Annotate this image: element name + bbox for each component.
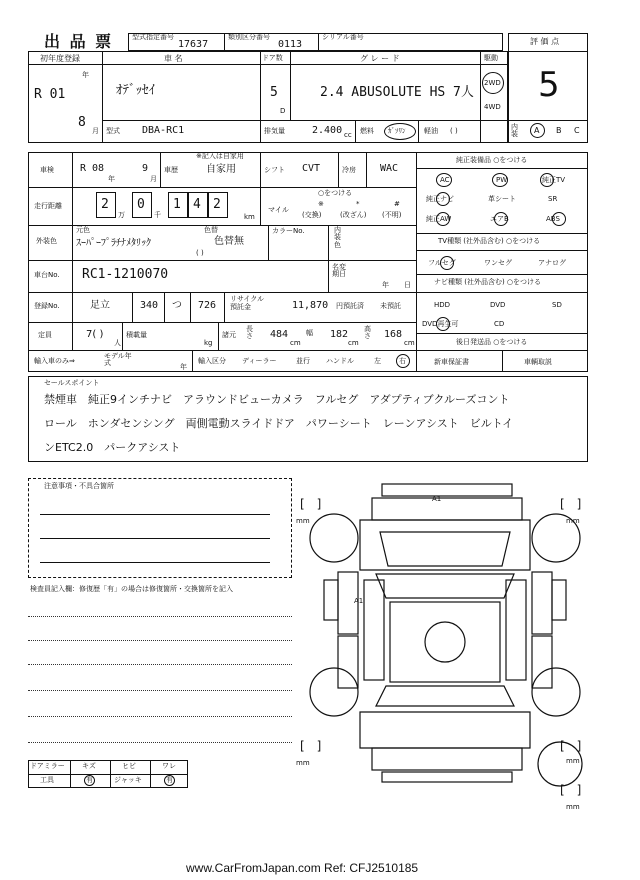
width-label: 幅 <box>306 329 313 337</box>
chassis-value: RC1-1210070 <box>82 267 169 282</box>
tv-oneseg: ワンセグ <box>484 259 512 267</box>
shaken-month: 9 <box>142 163 149 174</box>
serial-label: シリアル番号 <box>322 33 364 41</box>
legend-r4: 有 <box>166 776 173 784</box>
displacement-label: 排気量 <box>264 127 285 135</box>
chassis-label: 車台No. <box>34 271 60 279</box>
height-value: 168 <box>384 329 403 340</box>
dealer-label: ディーラー <box>242 357 277 365</box>
equip-tv: 純正TV <box>542 176 566 184</box>
mile-label: マイル <box>268 206 289 214</box>
legend-r2: 有 <box>86 776 93 784</box>
length-label: 長さ <box>246 325 253 340</box>
grade-label: グ レ ー ド <box>360 54 400 63</box>
reg-area: 足立 <box>90 300 110 311</box>
mileage-sen: 千 <box>154 211 161 219</box>
mile-sub-3: (不明) <box>382 211 402 219</box>
first-reg-year-unit: 年 <box>82 71 89 79</box>
damage-mark-side: A1 <box>354 597 364 605</box>
legend-r3: ジャッキ <box>114 776 142 784</box>
ac-value: WAC <box>380 163 399 174</box>
height-unit: cm <box>404 339 415 347</box>
oil-paren: ( ) <box>450 127 458 135</box>
bracket-rr: [ ] <box>560 739 582 753</box>
capacity-label: 定員 <box>38 331 52 339</box>
import-class-label: 輸入区分 <box>198 357 226 365</box>
score-value: 5 <box>538 65 560 105</box>
capacity-value: 7( ) <box>86 329 104 340</box>
interior-grade-c: C <box>574 126 580 135</box>
model-value: DBA-RC1 <box>142 125 185 136</box>
inspector-label: 検査員記入欄：修復歴「有」の場合は修復箇所・交換箇所を記入 <box>30 585 233 593</box>
mile-sub-1: (交換) <box>302 211 322 219</box>
drive-2wd: 2WD <box>484 79 501 87</box>
car-damage-diagram <box>290 480 600 820</box>
color-label: 外装色 <box>36 237 57 245</box>
reg-kana: つ <box>172 300 182 311</box>
equipment-title: 純正装備品 ○をつける <box>456 156 528 164</box>
color-change-value: 色替無 <box>214 236 244 247</box>
score-label: 評 価 点 <box>530 37 560 46</box>
load-label: 積載量 <box>126 331 147 339</box>
navi-sd: SD <box>552 301 562 309</box>
name-change-label: 名変期日 <box>332 263 346 278</box>
navi-cd: CD <box>494 320 505 328</box>
name-change-day: 日 <box>404 281 411 289</box>
mile-mark-2: * <box>356 200 360 208</box>
shaken-value: R 08 <box>80 163 105 174</box>
docs-warranty: 新車保証書 <box>434 358 469 366</box>
equip-abs: ABS <box>546 215 560 223</box>
width-unit: cm <box>348 339 359 347</box>
color-paren: ( ) <box>196 249 204 257</box>
damage-mark-front: A1 <box>432 495 442 503</box>
class-label: 類別区分番号 <box>228 33 270 41</box>
mm-rl: mm <box>296 759 310 767</box>
tv-title: TV種類 (社外品含む) ○をつける <box>438 237 541 245</box>
color-change-label: 色替 <box>204 226 218 234</box>
car-name-value: ｵﾃﾞｯｾｲ <box>116 83 155 98</box>
sub-label: 諸元 <box>222 331 236 339</box>
equip-ac: AC <box>440 176 450 184</box>
interior-grade-a: A <box>534 126 540 135</box>
color-value: ｽｰﾊﾟｰﾌﾟﾗﾁﾅﾒﾀﾘｯｸ <box>76 238 151 249</box>
shaken-label: 車検 <box>40 166 54 174</box>
first-reg-year: R 01 <box>34 87 66 102</box>
length-unit: cm <box>290 339 301 347</box>
navi-hdd: HDD <box>434 301 451 309</box>
recycle-status: 円預託済 <box>336 302 364 310</box>
height-label: 高さ <box>364 325 371 340</box>
bracket-rl: [ ] <box>300 739 322 753</box>
legend-r1: 工具 <box>40 776 54 784</box>
recycle-unpaid: 未預託 <box>380 302 401 310</box>
legend-h1: ドアミラー <box>30 762 65 770</box>
recycle-value: 11,870 <box>292 300 329 311</box>
name-change-year: 年 <box>382 281 389 289</box>
import-label: 輸入車のみ⇒ <box>34 357 75 365</box>
reg-class: 340 <box>140 300 159 311</box>
first-reg-label: 初年度登録 <box>40 54 80 63</box>
drive-label: 駆動 <box>484 54 498 62</box>
fuel-label: 燃料 <box>360 127 374 135</box>
mm-spare: mm <box>566 803 580 811</box>
sales-label: セールスポイント <box>44 379 100 387</box>
mile-mark-1: ※ <box>318 200 324 208</box>
doors-sub: D <box>280 107 286 115</box>
mm-fr: mm <box>566 517 580 525</box>
doors-label: ドア数 <box>262 54 283 62</box>
interior-label: 内装 <box>511 123 518 138</box>
ac-label: 冷房 <box>342 166 356 174</box>
tv-analog: アナログ <box>538 259 566 267</box>
mileage-d1: 2 <box>101 197 109 212</box>
interior-grade-b: B <box>556 126 562 135</box>
docs-manual: 車輌取説 <box>524 358 552 366</box>
document-title: 出 品 票 <box>44 32 114 51</box>
reg-label: 登録No. <box>34 302 60 310</box>
type-value: 17637 <box>178 39 209 50</box>
bracket-fr: [ ] <box>560 497 582 511</box>
sales-line-1: 禁煙車 純正9インチナビ アラウンドビューカメラ フルセグ アダプティブクルーズコント <box>44 393 510 406</box>
handle-label: ハンドル <box>326 357 354 365</box>
bracket-fl: [ ] <box>300 497 322 511</box>
mile-note: ○をつける <box>318 189 353 197</box>
interior-color-label: 内装色 <box>334 226 341 249</box>
left-label: 左 <box>374 357 381 365</box>
shaken-month-unit: 月 <box>150 175 157 183</box>
shift-label: シフト <box>264 166 285 174</box>
doors-value: 5 <box>270 85 278 100</box>
sales-line-2: ロール ホンダセンシング 両側電動スライドドア パワーシート レーンアシスト ビルトイ <box>44 417 514 430</box>
shift-value: CVT <box>302 163 321 174</box>
docs-title: 後日発送品 ○をつける <box>456 338 528 346</box>
mileage-man: 万 <box>118 211 125 219</box>
parallel-label: 並行 <box>296 357 310 365</box>
mileage-d5: 2 <box>213 197 221 212</box>
model-year-unit: 年 <box>180 363 187 371</box>
displacement-value: 2.400 <box>312 125 343 136</box>
color-orig-label: 元色 <box>76 226 90 234</box>
drive-4wd: 4WD <box>484 103 501 111</box>
displacement-unit: cc <box>344 131 352 139</box>
usage-label: 車歴 <box>164 166 178 174</box>
shaken-year: 年 <box>108 175 115 183</box>
usage-value: 自家用 <box>206 164 236 175</box>
legend-h3: ヒビ <box>122 762 136 770</box>
oil-label: 軽油 <box>424 127 438 135</box>
mileage-label: 走行距離 <box>34 202 62 210</box>
equip-navi: 純正ナビ <box>426 195 454 203</box>
mile-sub-2: (改ざん) <box>340 211 367 219</box>
equip-pw: PW <box>496 176 508 184</box>
tv-fullseg: フルセグ <box>428 259 456 267</box>
mm-fl: mm <box>296 517 310 525</box>
legend-h4: ワレ <box>162 762 176 770</box>
legend-h2: キズ <box>82 762 96 770</box>
fuel-value: ｶﾞｿﾘﾝ <box>388 127 406 135</box>
model-year-label: モデル年式 <box>104 352 132 367</box>
width-value: 182 <box>330 329 349 340</box>
class-value: 0113 <box>278 39 303 50</box>
mileage-d2: 0 <box>137 197 145 212</box>
equip-leather: 革シート <box>488 195 516 203</box>
usage-note: ※記入は自家用 <box>196 152 244 160</box>
footer-source: www.CarFromJapan.com Ref: CFJ2510185 <box>186 861 419 875</box>
recycle-label: リサイクル預託金 <box>230 295 265 311</box>
right-label: 右 <box>399 357 406 365</box>
type-label: 型式指定番号 <box>132 33 174 41</box>
equip-airbag: エアB <box>490 215 509 223</box>
load-unit: kg <box>204 339 213 347</box>
bracket-spare: [ ] <box>560 783 582 797</box>
car-name-label: 車 名 <box>164 54 183 63</box>
attention-label: 注意事項・不具合箇所 <box>44 482 114 490</box>
navi-dvd: DVD <box>490 301 506 309</box>
mile-mark-3: # <box>394 200 400 208</box>
color-no-label: カラーNo. <box>272 227 305 235</box>
length-value: 484 <box>270 329 289 340</box>
mileage-unit: km <box>244 213 255 221</box>
mm-rr: mm <box>566 757 580 765</box>
equip-sr: SR <box>548 195 558 203</box>
first-reg-month-unit: 月 <box>92 127 99 135</box>
capacity-unit: 人 <box>114 339 121 347</box>
navi-dvd-play: DVD再生可 <box>422 320 459 328</box>
model-label: 型式 <box>106 127 120 135</box>
mileage-d3: 1 <box>173 197 181 212</box>
first-reg-month: 8 <box>78 115 86 130</box>
equip-aw: 純正AW <box>426 215 452 223</box>
grade-value: 2.4 ABUSOLUTE HS 7人 <box>320 85 474 100</box>
sales-line-3: ンETC2.0 パークアシスト <box>44 441 181 454</box>
mileage-d4: 4 <box>193 197 201 212</box>
reg-num: 726 <box>198 300 217 311</box>
navi-title: ナビ種類 (社外品含む) ○をつける <box>434 278 542 286</box>
